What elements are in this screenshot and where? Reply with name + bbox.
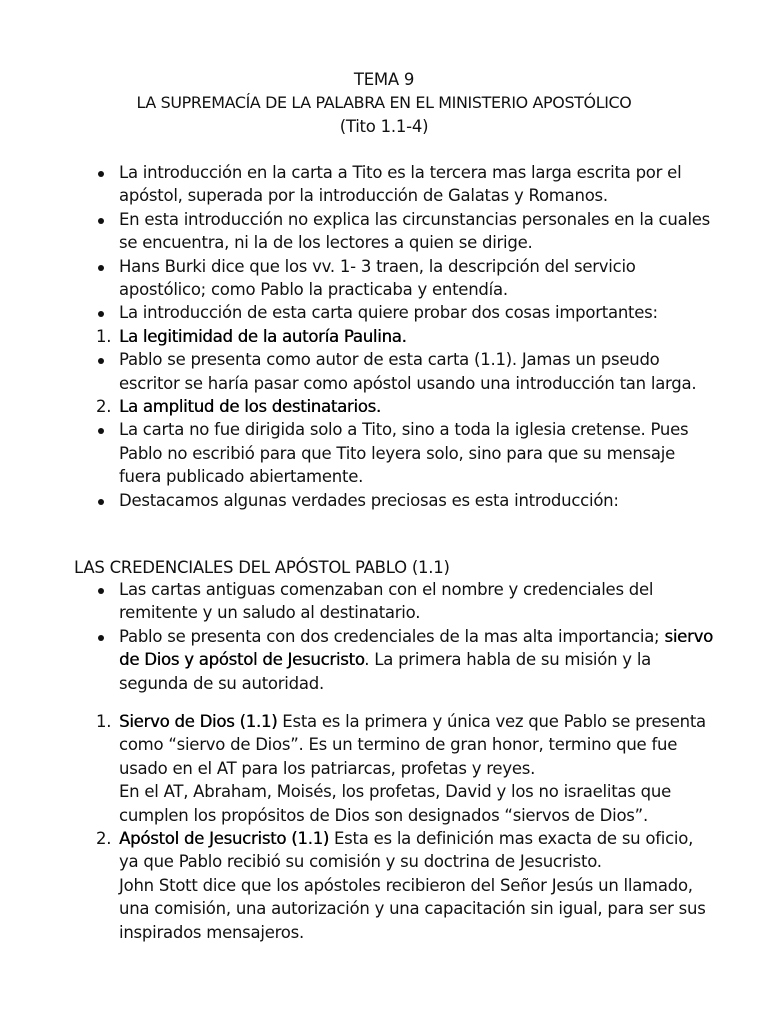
list-item [96,301,716,324]
item-number: 2. [96,397,112,417]
intro-bullet-4: La introducción de esta carta quiere probar dos cosas importantes: [119,303,658,323]
list-item [96,255,716,302]
intro-section [96,161,716,512]
intro-bullet-7: Destacamos algunas verdades preciosas es esta introducción: [119,490,619,510]
title-line-2: LA SUPREMACÍA DE LA PALABRA EN EL MINISTERIO APOSTÓLICO [136,93,632,113]
item-number: 1. [96,712,112,731]
item-number: 1. [96,326,112,346]
intro-bullet-5: Pablo se presenta como autor de esta carta (1.1). Jamas un pseudo escritor se haría pasar como apóstol usando una introducción tan larga. [119,350,697,393]
item-1-heading: Siervo de Dios (1.1) [119,712,278,731]
item-2-text: Esta es la definición mas exacta de su oficio, ya que Pablo recibió su comisión y su doctrina de Jesucristo. [119,829,694,872]
item-1-text: Esta es la primera y única vez que Pablo se presenta como “siervo de Dios”. Es un termino de gran honor, termino que fue usado en el AT para los patriarcas, profetas y reyes. [119,712,706,778]
numbered-item [96,325,716,348]
item-2-text-2: John Stott dice que los apóstoles recibieron del Señor Jesús un llamado, una comisión, una autorización y una capacitación sin igual, para ser sus inspirados mensajeros. [119,875,706,942]
item-2-heading: Apóstol de Jesucristo (1.1) [119,829,329,849]
intro-bullet-1: La introducción en la carta a Tito es la tercera mas larga escrita por el apóstol, superada por la introducción de Galatas y Romanos. [119,163,682,206]
credenciales-bullet-1: Las cartas antiguas comenzaban con el nombre y credenciales del remitente y un saludo al destinatario. [119,580,654,623]
credenciales-bold: siervo de Dios y apóstol de Jesucristo [119,626,713,670]
numbered-item [96,827,716,944]
numbered-list [96,710,716,944]
numbered-heading-2: La amplitud de los destinatarios. [119,397,381,417]
title-line-1: TEMA 9 [353,70,415,89]
list-item [96,625,716,695]
list-item [96,208,716,255]
title-line-3: (Tito 1.1-4) [339,116,429,136]
numbered-item [96,395,716,418]
credenciales-section [96,578,716,695]
list-item [96,578,716,625]
credenciales-tail: . La primera habla de su misión y la segunda de su autoridad. [119,650,652,693]
intro-bullet-2: En esta introducción no explica las circunstancias personales en la cuales se encuentra, ni la de los lectores a quien se dirige. [119,209,711,253]
item-number: 2. [96,829,112,849]
item-1-text-2: En el AT, Abraham, Moisés, los profetas, David y los no israelitas que cumplen los propósitos de Dios son designados “siervos de Dios”. [119,782,671,825]
numbered-heading-1: La legitimidad de la autoría Paulina. [119,326,407,346]
section-heading: LAS CREDENCIALES DEL APÓSTOL PABLO (1.1) [74,558,450,577]
list-item [96,418,716,488]
document-title [0,68,768,138]
credenciales-bullet-2: Pablo se presenta con dos credenciales de la mas alta importancia; [119,626,665,646]
intro-bullet-6: La carta no fue dirigida solo a Tito, sino a toda la iglesia cretense. Pues Pablo no escribió para que Tito leyera solo, sino para que su mensaje fuera publicado abiertamente. [119,420,689,487]
intro-bullet-3: Hans Burki dice que los vv. 1- 3 traen, la descripción del servicio apostólico; como Pablo la practicaba y entendía. [119,256,636,300]
numbered-item [96,710,716,827]
list-item [96,348,716,395]
list-item [96,489,716,512]
list-item [96,161,716,208]
